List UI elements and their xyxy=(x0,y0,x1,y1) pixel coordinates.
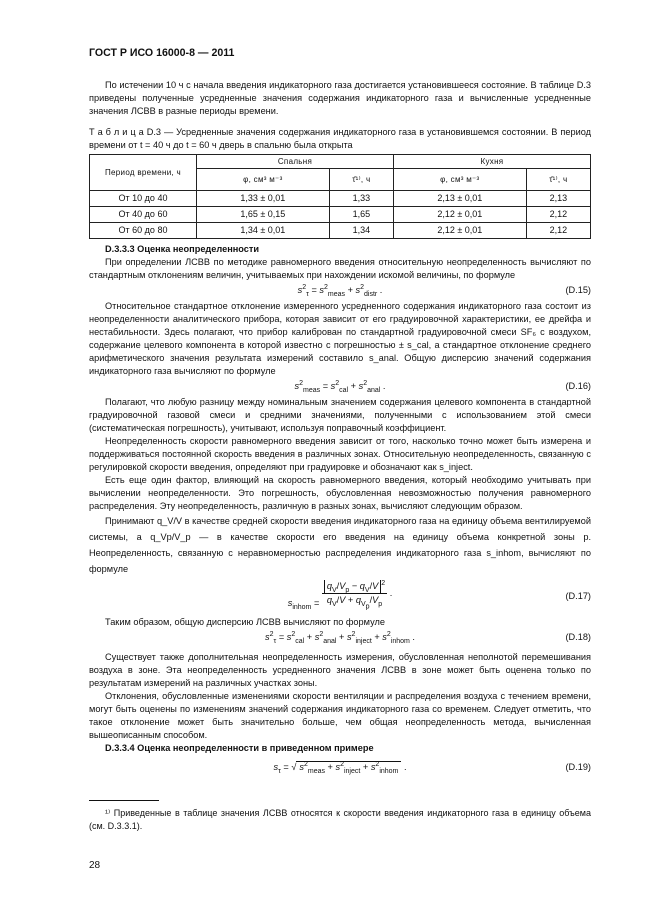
cell-phi-bedroom: 1,33 ± 0,01 xyxy=(197,191,330,207)
table-caption: Т а б л и ц а D.3 — Усредненные значения содержания индикаторного газа в установившемся состоянии. В период времени от t = 40 ч до t = 60 ч дверь в спальню была открыта xyxy=(89,127,591,150)
table-row xyxy=(90,223,591,239)
equation-number: (D.19) xyxy=(565,762,591,772)
formula-d17: $s_{inhom}$ = $\frac{q_V/V_p - q_V/V ^2}{q_V/V + q_{V_p}/V_p}$ . (D.17) xyxy=(287,579,591,611)
paragraph: Таким образом, общую дисперсию ЛСВВ вычисляют по формуле xyxy=(105,617,385,627)
formula-d19: $s_\tau$ = √ $s^2_{meas} + s^2_{inject} + s^2_{inhom}$ . (D.19) xyxy=(273,760,591,775)
cell-phi-kitchen: 2,12 ± 0,01 xyxy=(393,207,526,223)
cell-period: От 10 до 40 xyxy=(90,191,197,207)
table-row xyxy=(90,191,591,207)
table-row xyxy=(90,207,591,223)
paragraph: Неопределенность скорости равномерного введения зависит от того, насколько точно может быть измерена и поддерживаться постоянной скорость введения в различных зонах. Относительную неопределенность, связанную с регулировкой скорости введения, определяют при градуировке и обозначают как s_inject. xyxy=(89,436,591,472)
paragraph: При определении ЛСВВ по методике равномерного введения относительную неопределенность вычисляют по стандартным отклонениям величин, учитываемых при нахождении искомой величины, по формуле xyxy=(89,257,591,280)
formula-d18: $s^2_\tau = s^2_{cal} + s^2_{anal} + s^2_{inject} + s^2_{inhom}$ . (D.18) xyxy=(265,630,591,645)
cell-phi-kitchen: 2,13 ± 0,01 xyxy=(393,191,526,207)
cell-tau-bedroom: 1,33 xyxy=(329,191,393,207)
cell-phi-bedroom: 1,65 ± 0,15 xyxy=(197,207,330,223)
paragraph: Принимают q_V/V в качестве средней скорости введения индикаторного газа на единицу объема вентилируемой системы, а q_Vp/V_p — в качестве скорости его введения на единицу объема конкретной зоны p. Неопределенность, связанную с неравномерностью распределения индикаторного газа s_inhom, вычисляют по формуле xyxy=(89,516,591,574)
footnote-divider xyxy=(89,800,159,801)
cell-tau-kitchen: 2,13 xyxy=(526,191,590,207)
cell-phi-bedroom: 1,34 ± 0,01 xyxy=(197,223,330,239)
col-period: Период времени, ч xyxy=(90,155,197,191)
intro-paragraph: По истечении 10 ч с начала введения индикаторного газа достигается установившееся состояние. В таблице D.3 приведены полученные усредненные значения содержания индикаторного газа и вычисленные усредненные значения ЛСВВ в разные периоды времени. xyxy=(89,80,591,116)
sub-tau-kitchen: τ̄¹⁾, ч xyxy=(526,169,590,191)
equation-number: (D.15) xyxy=(565,285,591,295)
equation-number: (D.16) xyxy=(565,381,591,391)
equation-number: (D.18) xyxy=(565,632,591,642)
cell-tau-bedroom: 1,34 xyxy=(329,223,393,239)
section-heading: D.3.3.4 Оценка неопределенности в приведенном примере xyxy=(105,743,374,753)
cell-tau-kitchen: 2,12 xyxy=(526,223,590,239)
sub-phi-bedroom: φ, см³ м⁻³ xyxy=(197,169,330,191)
cell-period: От 40 до 60 xyxy=(90,207,197,223)
page-header: ГОСТ Р ИСО 16000-8 — 2011 xyxy=(89,47,235,59)
section-heading: D.3.3.3 Оценка неопределенности xyxy=(105,244,260,254)
col-kitchen: Кухня xyxy=(393,155,590,169)
col-bedroom: Спальня xyxy=(197,155,394,169)
paragraph: Отклонения, обусловленные изменениями скорости вентиляции и распределения воздуха с течением времени, могут быть оценены по изменениям значений содержания индикаторного газа со временем. Следует отметить, что такое отклонение может быть значительно больше, чем общая неопределенность метода, вычисленная вышеописанным способом. xyxy=(89,691,591,740)
paragraph: Существует также дополнительная неопределенность измерения, обусловленная неполнотой перемешивания воздуха в зоне. Эта неопределенность усредненного значения ЛСВВ в зоне может быть оценена только по результатам измерений на различных участках зоны. xyxy=(89,652,591,688)
paragraph: Полагают, что любую разницу между номинальным значением содержания целевого компонента в стандартной градуировочной газовой смеси и средними значениями, полученными с использованием этой смеси (систематическая погрешность), учитывают, используя поправочный коэффициент. xyxy=(89,397,591,433)
equation-number: (D.17) xyxy=(565,591,591,601)
sub-tau-bedroom: τ̄¹⁾, ч xyxy=(329,169,393,191)
cell-period: От 60 до 80 xyxy=(90,223,197,239)
paragraph: Относительное стандартное отклонение измеренного усредненного содержания индикаторного газа состоит из неопределенности аналитического прибора, которая зависит от его градуировочной характеристики, ее дрейфа и нестабильности. Здесь полагают, что прибор калиброван по стандартной градуировочной смеси SF₆ с воздухом, содержание целевого компонента в которой известно с погрешностью ± s_cal, а стандартное отклонение среднего арифметического значения результата измерений составило s_anal. Общую дисперсию значений содержания индикаторного газа вычисляют по формуле xyxy=(89,301,591,376)
footnote: ¹⁾ Приведенные в таблице значения ЛСВВ относятся к скорости введения индикаторного газа в единицу объема (см. D.3.3.1). xyxy=(89,808,591,831)
formula-d15: $s^2_\tau = s^2_{meas} + s^2_{distr}$ . (D.15) xyxy=(297,283,591,298)
cell-tau-bedroom: 1,65 xyxy=(329,207,393,223)
cell-phi-kitchen: 2,12 ± 0,01 xyxy=(393,223,526,239)
data-table xyxy=(89,154,591,239)
paragraph: Есть еще один фактор, влияющий на скорость равномерного введения, который необходимо учитывать при вычислении неопределенности. Это погрешность, обусловленная невозможностью получения равномерного распределения. Эту неопределенность, различную в разных зонах, вычисляют следующим образом. xyxy=(89,475,591,511)
sub-phi-kitchen: φ, см³ м⁻³ xyxy=(393,169,526,191)
page-number: 28 xyxy=(89,860,101,871)
formula-d16: $s^2_{meas} = s^2_{cal} + s^2_{anal}$ . (D.16) xyxy=(294,379,591,394)
cell-tau-kitchen: 2,12 xyxy=(526,207,590,223)
